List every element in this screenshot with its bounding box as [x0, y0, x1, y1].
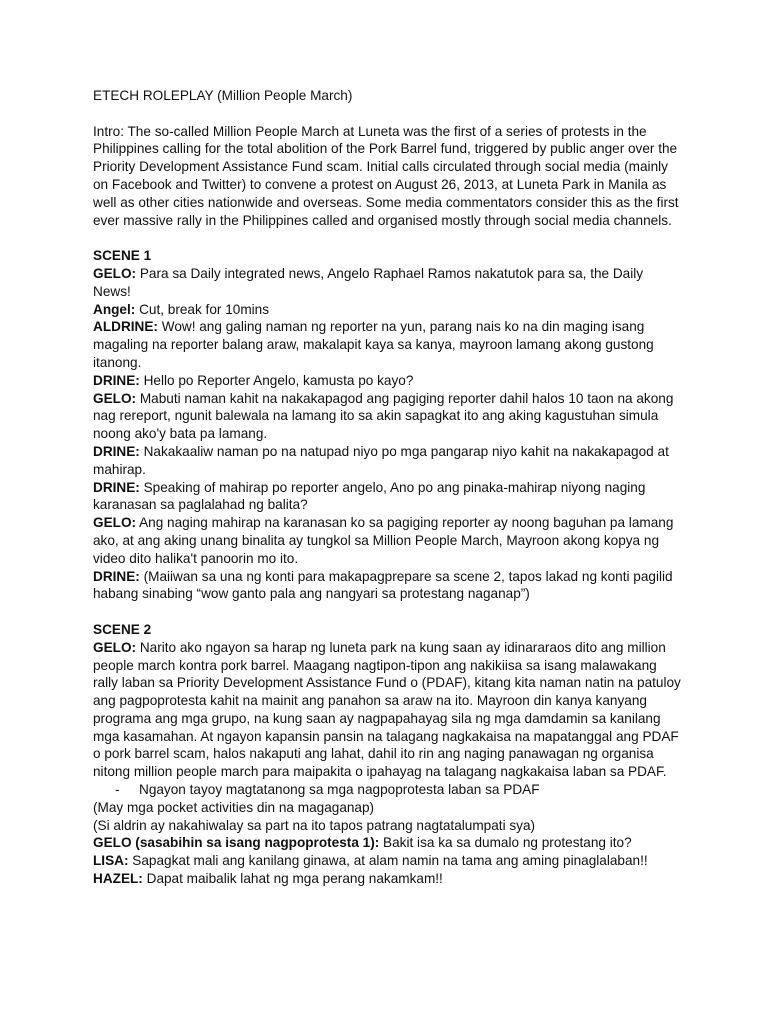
dialogue-text: Dapat maibalik lahat ng mga perang nakamkam!!: [142, 871, 443, 887]
dialogue-line: [93, 443, 683, 479]
speaker-name: GELO:: [93, 515, 137, 531]
dialogue-line: [93, 479, 683, 515]
dialogue-text: Narito ako ngayon sa harap ng luneta park na kung saan ay idinararaos dito ang million people march kontra pork barrel. Maagang nagtipon-tipon ang nakikiisa sa isang malawakang rally laban sa Priority Development Assistance Fund o (PDAF), kitang kita naman natin na patuloy ang pagpoprotesta kahit na mainit ang panahon sa araw na ito. Mayroon din kanya kanyang programa ang mga grupo, na kung saan ay nagpapahayag sila ng mga damdamin sa kanilang mga kasamahan. At ngayon kapansin pansin na talagang nagkakaisa na mapatanggal ang PDAF o pork barrel scam, halos nakaputi ang lahat, dahil ito rin ang naging panawagan ng organisa nitong million people march para maipakita o ipahayag na talagang nagkakaisa laban sa PDAF.: [93, 639, 681, 780]
document-page: [93, 87, 683, 906]
dialogue-line: [93, 852, 683, 870]
speaker-name: DRINE:: [93, 443, 140, 459]
dialogue-text: Nakakaaliw naman po na natupad niyo po mga pangarap niyo kahit na nakakapagod at mahirap.: [93, 443, 669, 477]
dialogue-text: Mabuti naman kahit na nakakapagod ang pagiging reporter dahil halos 10 taon na akong nag rereport, ngunit balewala na lamang ito sa akin sapagkat ito ang aking kagustuhan simula noong ako'y bata pa lamang.: [93, 390, 674, 442]
dialogue-text: Ang naging mahirap na karanasan ko sa pagiging reporter ay noong baguhan pa lamang ako, at ang aking unang binalita ay tungkol sa Million People March, Mayroon akong kopya ng video dito halika't panoorin mo ito.: [93, 515, 674, 566]
bullet-text: Ngayon tayoy magtatanong sa mga nagpoprotesta laban sa PDAF: [139, 782, 540, 798]
scene-2: [93, 621, 683, 888]
dialogue-line: [93, 390, 683, 443]
dialogue-text: Sapagkat mali ang kanilang ginawa, at alam namin na tama ang aming pinaglalaban!!: [128, 853, 648, 869]
bullet-marker: -: [115, 782, 120, 798]
document-title: ETECH ROLEPLAY (Million People March): [93, 88, 353, 103]
dialogue-line: [93, 870, 683, 888]
dialogue-line: [93, 318, 683, 371]
speaker-name: GELO:: [93, 639, 137, 655]
dialogue-text: Para sa Daily integrated news, Angelo Raphael Ramos nakatutok para sa, the Daily News!: [93, 265, 644, 299]
scene-1: [93, 247, 683, 603]
speaker-name: DRINE:: [93, 568, 140, 584]
stage-note: (May mga pocket activities din na magaganap): [93, 799, 375, 815]
dialogue-line: [93, 372, 683, 390]
dialogue-line: [93, 514, 683, 567]
speaker-name: HAZEL:: [93, 871, 143, 887]
speaker-name: GELO (sasabihin sa isang nagpoprotesta 1):: [93, 835, 380, 851]
speaker-name: GELO:: [93, 390, 137, 406]
bullet-item: [93, 781, 683, 799]
scene-2-heading: SCENE 2: [93, 621, 152, 637]
intro-paragraph: Intro: The so-called Million People March at Luneta was the first of a series of protests in the Philippines calling for the total abolition of the Pork Barrel fund, triggered by public anger over the Priority Development Assistance Fund scam. Initial calls circulated through social media (mainly on Facebook and Twitter) to convene a protest on August 26, 2013, at Luneta Park in Manila as well as other cities nationwide and overseas. Some media commentators consider this as the first ever massive rally in the Philippines called and organised mostly through social media channels.: [93, 123, 679, 228]
dialogue-line: [93, 639, 683, 781]
speaker-name: GELO:: [93, 265, 137, 281]
dialogue-line: [93, 265, 683, 301]
dialogue-line: [93, 301, 683, 319]
scene-1-heading: SCENE 1: [93, 248, 152, 264]
dialogue-text: Speaking of mahirap po reporter angelo, Ano po ang pinaka-mahirap niyong naging karanasan sa paglalahad ng balita?: [93, 479, 646, 513]
dialogue-text: (Maiiwan sa una ng konti para makapagprepare sa scene 2, tapos lakad ng konti pagilid habang sinabing “wow ganto pala ang nangyari sa protestang naganap”): [93, 568, 673, 602]
speaker-name: DRINE:: [93, 479, 140, 495]
speaker-name: LISA:: [93, 853, 129, 869]
dialogue-text: Hello po Reporter Angelo, kamusta po kayo?: [139, 372, 414, 388]
dialogue-line: [93, 834, 683, 852]
dialogue-text: Wow! ang galing naman ng reporter na yun, parang nais ko na din maging isang magaling na reporter balang araw, makalapit kaya sa kanya, mayroon lamang akong gustong itanong.: [93, 319, 654, 370]
speaker-name: Angel:: [93, 301, 136, 317]
speaker-name: ALDRINE:: [93, 319, 158, 335]
dialogue-line: [93, 568, 683, 604]
speaker-name: DRINE:: [93, 372, 140, 388]
stage-note: (Si aldrin ay nakahiwalay sa part na ito tapos patrang nagtatalumpati sya): [93, 817, 536, 833]
dialogue-text: Cut, break for 10mins: [135, 301, 270, 317]
dialogue-text: Bakit isa ka sa dumalo ng protestang ito?: [379, 835, 632, 851]
